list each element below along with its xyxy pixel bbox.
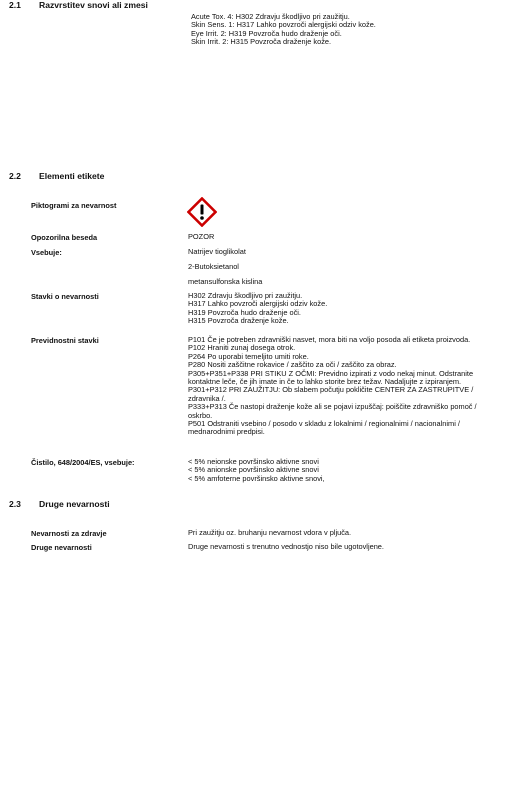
detergent-line: < 5% amfoterne površinsko aktivne snovi, bbox=[188, 473, 325, 483]
section-number: 2.1 bbox=[9, 0, 21, 10]
classification-line: Acute Tox. 4: H302 Zdravju škodljivo pri zaužitju. bbox=[191, 12, 350, 21]
hazard-statement: H302 Zdravju škodljivo pri zaužitju. bbox=[188, 291, 303, 300]
hazard-statement: H319 Povzroča hudo draženje oči. bbox=[188, 307, 301, 317]
exclamation-mark-hazard-icon bbox=[187, 197, 217, 227]
precautionary-line: zdravnika /. bbox=[188, 393, 226, 403]
precautionary-statements bbox=[188, 336, 477, 437]
health-hazards-text: Pri zaužitju oz. bruhanju nevarnost vdora v pljuča. bbox=[188, 528, 352, 537]
contains-label: Vsebuje: bbox=[31, 248, 62, 257]
pictogram-label: Piktogrami za nevarnost bbox=[31, 201, 117, 210]
other-hazards-text: Druge nevarnosti s trenutno vednostjo niso bile ugotovljene. bbox=[188, 542, 384, 551]
section-2-1-heading bbox=[9, 0, 148, 10]
section-number: 2.2 bbox=[9, 171, 21, 181]
detergent-line: < 5% neionske površinsko aktivne snovi bbox=[188, 457, 319, 466]
signal-word: POZOR bbox=[188, 232, 215, 241]
classification-line: Skin Sens. 1: H317 Lahko povzroči alergijski odziv kože. bbox=[191, 20, 376, 30]
hazard-statements-label: Stavki o nevarnosti bbox=[31, 292, 99, 301]
classification-line: Eye Irrit. 2: H319 Povzroča hudo draženje oči. bbox=[191, 28, 342, 38]
hazard-statement: H315 Povzroča draženje kože. bbox=[188, 316, 289, 326]
precautionary-line: oskrbo. bbox=[188, 410, 213, 420]
signal-word-label: Opozorilna beseda bbox=[31, 233, 98, 242]
precautionary-line: P305+P351+P338 PRI STIKU Z OČMI: Previdno izpirati z vodo nekaj minut. Odstranite bbox=[188, 368, 474, 378]
precautionary-line: P301+P312 PRI ZAUŽITJU: Ob slabem počutju pokličite CENTER ZA ZASTRUPITVE / bbox=[188, 385, 474, 395]
detergent-line: < 5% anionske površinsko aktivne snovi bbox=[188, 465, 319, 475]
contains-item: Natrijev tioglikolat bbox=[188, 247, 246, 256]
health-hazards-label: Nevarnosti za zdravje bbox=[31, 529, 107, 538]
section-2-2-heading bbox=[9, 171, 104, 181]
precautionary-line: P333+P313 Če nastopi draženje kože ali se pojavi izpuščaj: poiščite zdravniško pomoč / bbox=[188, 402, 477, 412]
detergent-lines bbox=[188, 458, 325, 483]
other-hazards-label: Druge nevarnosti bbox=[31, 543, 92, 552]
section-title: Druge nevarnosti bbox=[39, 499, 110, 509]
precautionary-line: P101 Če je potreben zdravniški nasvet, mora biti na voljo posoda ali etiketa proizvoda. bbox=[188, 335, 471, 344]
section-title: Razvrstitev snovi ali zmesi bbox=[39, 0, 148, 10]
section-title: Elementi etikete bbox=[39, 171, 105, 181]
hazard-statements bbox=[188, 292, 327, 326]
precautionary-line: P102 Hraniti zunaj dosega otrok. bbox=[188, 343, 296, 353]
precautionary-statements-label: Previdnostni stavki bbox=[31, 336, 99, 345]
section-number: 2.3 bbox=[9, 499, 21, 509]
hazard-statement: H317 Lahko povzroči alergijski odziv kože. bbox=[188, 299, 328, 309]
contains-item: metansulfonska kislina bbox=[188, 277, 263, 286]
precautionary-line: P280 Nositi zaščitne rokavice / zaščito za oči / zaščito za obraz. bbox=[188, 360, 397, 370]
classification-list bbox=[191, 13, 376, 47]
precautionary-line: mednarodnimi predpisi. bbox=[188, 427, 265, 437]
section-2-3-heading bbox=[9, 499, 110, 509]
precautionary-line: kontaktne leče, če jih imate in če to lahko storite brez težav. Nadaljujte z izpiranjem. bbox=[188, 377, 462, 387]
precautionary-line: P501 Odstraniti vsebino / posodo v skladu z lokalnimi / regionalnimi / nacionalnimi / bbox=[188, 419, 460, 429]
classification-line: Skin Irrit. 2: H315 Povzroča draženje kože. bbox=[191, 37, 332, 47]
precautionary-line: P264 Po uporabi temeljito umiti roke. bbox=[188, 351, 309, 361]
detergent-label: Čistilo, 648/2004/ES, vsebuje: bbox=[31, 458, 135, 467]
contains-item: 2-Butoksietanol bbox=[188, 262, 239, 271]
